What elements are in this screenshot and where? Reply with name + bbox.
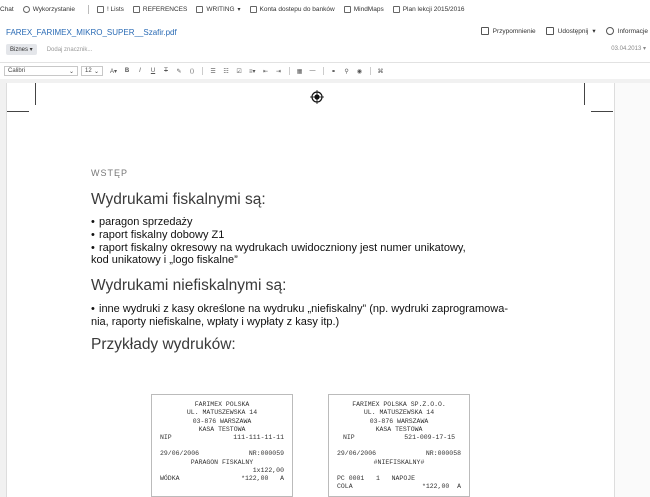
notebook-selector[interactable]: Biznes ▾ <box>6 44 37 55</box>
heading-niefiskalne: Wydrukami niefiskalnymi są: <box>91 277 287 294</box>
receipt-nip-row: NIP 111-111-11-11 <box>160 434 284 442</box>
toolbar-separator <box>370 67 371 75</box>
info-icon <box>606 27 614 35</box>
bullet-item: • inne wydruki z kasy określone na wydruku „niefiskalny” (np. wydruki zaprogramowa- <box>91 303 508 315</box>
attachment-icon[interactable]: ⚲ <box>344 68 349 75</box>
bookmarks-separator <box>88 5 89 14</box>
bookmark-label: Wykorzystanie <box>32 6 75 13</box>
receipt-type: #NIEFISKALNY# <box>373 458 425 466</box>
indent-icon[interactable]: ⇥ <box>276 68 282 75</box>
receipt-item-row: WÓDKA *122,00 A <box>160 475 284 483</box>
table-icon[interactable]: ▦ <box>296 68 303 75</box>
notebook-label: Biznes <box>10 47 29 53</box>
bookmark-lists[interactable] <box>97 6 124 13</box>
chevron-down-icon: ▾ <box>237 7 241 13</box>
bookmark-label: ! Lists <box>106 6 124 13</box>
bullet-item: • raport fiskalny dobowy Z1 <box>91 229 225 241</box>
toolbar-separator <box>202 67 203 75</box>
page-icon <box>196 6 203 13</box>
bookmark-label: MindMaps <box>353 6 384 13</box>
receipt-street: UL. MATUSZEWSKA 14 <box>186 409 258 417</box>
record-icon[interactable]: ◉ <box>356 68 363 75</box>
code-icon[interactable]: ⟨⟩ <box>189 68 195 75</box>
receipt-date-row: 29/06/2006 NR:000058 <box>337 450 461 458</box>
more-icon[interactable]: ⌘ <box>377 68 384 75</box>
strikethrough-button[interactable]: T <box>164 68 168 74</box>
checkbox-icon[interactable]: ☑ <box>236 68 242 75</box>
bullet-item: • paragon sprzedaży <box>91 216 193 228</box>
pdf-page <box>6 83 615 497</box>
share-label: Udostępnij <box>557 27 589 35</box>
bullet-list-icon[interactable]: ☰ <box>210 68 216 75</box>
horizontal-rule-icon[interactable]: — <box>309 68 316 74</box>
font-size-value: 12 <box>85 68 92 74</box>
receipt-company: FARIMEX POLSKA SP.Z.O.O. <box>352 401 446 408</box>
bookmark-label: REFERENCES <box>142 6 188 13</box>
bookmark-label: WRITING <box>206 6 235 13</box>
bold-button[interactable]: B <box>124 68 130 74</box>
font-family-select[interactable] <box>4 66 78 76</box>
reminder-label: Przypomnienie <box>492 27 536 35</box>
bookmark-wykorzystanie[interactable] <box>23 6 75 13</box>
font-size-select[interactable] <box>81 66 103 76</box>
wifi-icon <box>23 6 30 13</box>
receipt-qty-row: 1x122,00 <box>252 467 284 475</box>
toolbar-separator <box>323 67 324 75</box>
page-icon <box>344 6 351 13</box>
fiscal-receipt <box>151 394 293 497</box>
bookmark-konta[interactable] <box>250 6 335 13</box>
page-icon <box>250 6 257 13</box>
receipt-date-row: 29/06/2006 NR:000059 <box>160 450 284 458</box>
receipt-nip-row: NIP 521-009-17-15 <box>343 434 455 442</box>
info-label: Informacje <box>617 27 648 35</box>
bookmark-mindmaps[interactable] <box>344 6 384 13</box>
heading-przyklady: Przykłady wydruków: <box>91 336 236 353</box>
share-icon <box>546 27 554 35</box>
note-actions <box>471 27 648 35</box>
bookmark-label: Konta dostepu do banków <box>259 6 335 13</box>
font-family-value: Calibri <box>8 68 26 74</box>
info-button[interactable] <box>606 27 648 35</box>
receipt-city: 03-876 WARSZAWA <box>192 417 252 425</box>
heading-fiskalne: Wydrukami fiskalnymi są: <box>91 191 266 208</box>
underline-button[interactable]: U <box>150 68 156 74</box>
font-color-button[interactable]: A▾ <box>110 68 118 75</box>
note-date[interactable]: 03.04.2013 ▾ <box>611 46 646 52</box>
receipt-type: PARAGON FISKALNY <box>190 458 254 466</box>
highlight-icon[interactable]: ✎ <box>176 68 182 75</box>
receipt-street: UL. MATUSZEWSKA 14 <box>363 409 435 417</box>
chevron-down-icon: ▾ <box>592 28 596 35</box>
bullet-continuation: nia, raporty niefiskalne, wpłaty i wypłaty z kasy itp.) <box>91 316 340 328</box>
bookmark-label: Plan lekcji 2015/2016 <box>402 6 465 13</box>
tag-row <box>6 44 92 55</box>
section-label: WSTĘP <box>91 168 129 178</box>
bullet-item: • raport fiskalny okresowy na wydrukach uwidoczniony jest numer unikatowy, <box>91 242 466 254</box>
bookmark-chat[interactable] <box>0 6 14 13</box>
toolbar-separator <box>289 67 290 75</box>
bookmark-plan-lekcji[interactable] <box>393 6 465 13</box>
add-tag-input[interactable]: Dodaj znacznik... <box>46 46 93 53</box>
page-icon <box>133 6 140 13</box>
bullet-continuation: kod unikatowy i „logo fiskalne” <box>91 254 238 266</box>
registration-mark-icon <box>310 90 324 104</box>
formatting-toolbar <box>0 62 650 80</box>
outdent-icon[interactable]: ⇤ <box>263 68 269 75</box>
numbered-list-icon[interactable]: ☷ <box>223 68 229 75</box>
receipt-company: FARIMEX POLSKA <box>194 401 250 408</box>
bookmarks-bar <box>0 0 650 20</box>
crop-mark <box>35 83 36 105</box>
page-icon <box>97 6 104 13</box>
date-label: 03.04.2013 <box>611 46 642 52</box>
crop-mark <box>591 111 613 112</box>
alarm-clock-icon <box>481 27 489 35</box>
scroll-gutter <box>615 83 650 497</box>
align-icon[interactable]: ≡▾ <box>249 68 256 75</box>
reminder-button[interactable] <box>481 27 536 35</box>
chevron-down-icon: ⌄ <box>93 68 99 75</box>
link-icon[interactable]: ⚭ <box>331 68 337 75</box>
note-title[interactable]: FAREX_FARIMEX_MIKRO_SUPER__Szafir.pdf <box>6 28 177 37</box>
share-button[interactable] <box>546 27 596 35</box>
crop-mark <box>7 111 29 112</box>
page-icon <box>393 6 400 13</box>
note-header <box>0 19 650 59</box>
chevron-down-icon: ⌄ <box>68 68 74 75</box>
italic-button[interactable]: I <box>139 68 141 74</box>
crop-mark <box>584 83 585 105</box>
receipt-pc-row: PC 0001 1 NAPOJE <box>337 475 416 483</box>
nonfiscal-receipt <box>328 394 470 497</box>
bookmark-writing[interactable] <box>196 6 240 13</box>
receipt-item-row: COLA *122,00 A <box>337 483 461 491</box>
bookmark-label: Chat <box>0 6 14 13</box>
receipt-till: KASA TESTOWA <box>198 425 246 433</box>
bookmark-references[interactable] <box>133 6 187 13</box>
receipt-till: KASA TESTOWA <box>375 425 423 433</box>
receipt-city: 03-876 WARSZAWA <box>369 417 429 425</box>
